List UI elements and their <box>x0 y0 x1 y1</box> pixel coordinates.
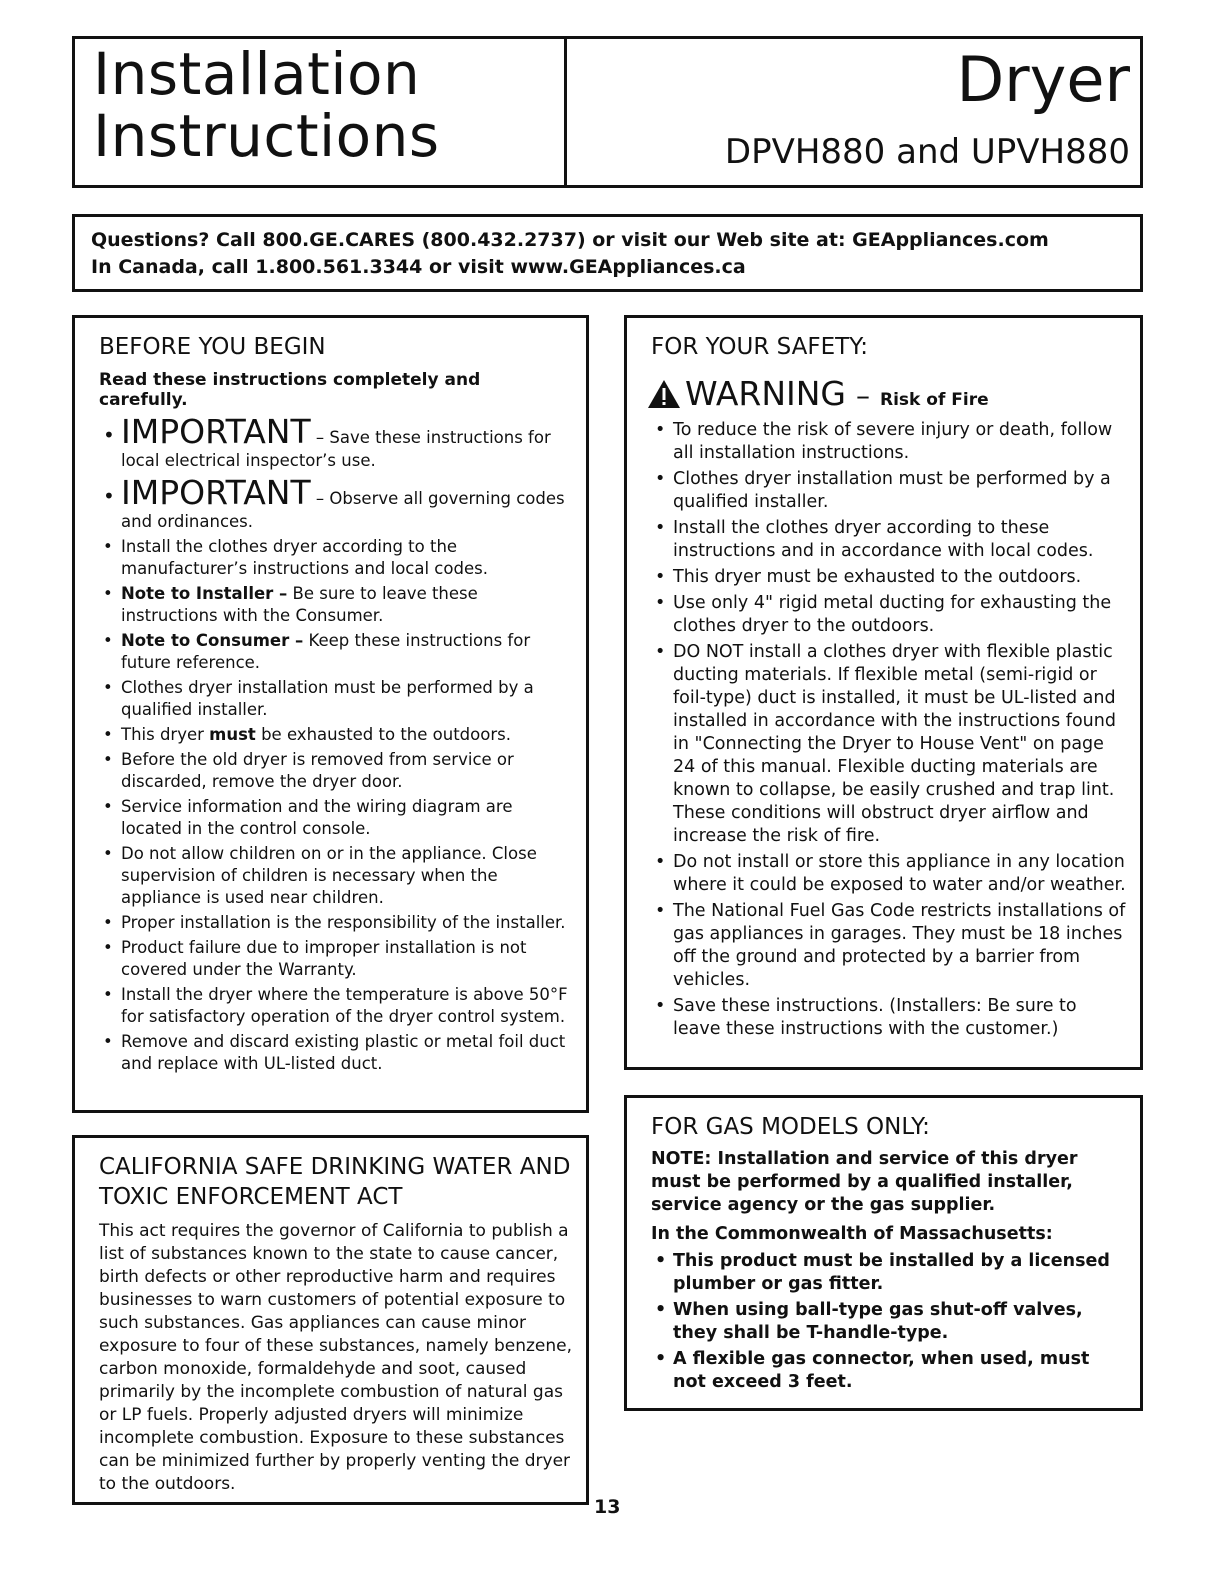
product-name: Dryer <box>956 43 1130 116</box>
contact-bar <box>72 214 1143 292</box>
page-number: 13 <box>594 1496 621 1518</box>
model-numbers: DPVH880 and UPVH880 <box>724 132 1130 172</box>
exhaust-text-b: be exhausted to the outdoors. <box>255 725 511 744</box>
list-item: • The National Fuel Gas Code restricts installations of gas appliances in garages. They must be 18 inches off the ground and protected by a barrier from vehicles. <box>651 900 1126 992</box>
list-item: • Remove and discard existing plastic or metal foil duct and replace with UL-listed duct. <box>99 1031 572 1075</box>
title-block <box>75 39 567 185</box>
list-item: • A flexible gas connector, when used, must not exceed 3 feet. <box>651 1348 1126 1394</box>
list-item: • When using ball-type gas shut-off valves, they shall be T-handle-type. <box>651 1299 1126 1345</box>
important-label: IMPORTANT <box>121 473 311 512</box>
california-heading: CALIFORNIA SAFE DRINKING WATER AND TOXIC ENFORCEMENT ACT <box>99 1154 571 1210</box>
list-item: • Product failure due to improper installation is not covered under the Warranty. <box>99 937 572 981</box>
warning-risk: Risk of Fire <box>880 390 989 410</box>
title-line1: Installation <box>93 40 421 108</box>
warning-dash: – <box>856 379 871 412</box>
list-item <box>99 475 572 533</box>
list-item: • Proper installation is the responsibility of the installer. <box>99 912 572 934</box>
list-item: • Do not install or store this appliance in any location where it could be exposed to water and/or weather. <box>651 851 1126 897</box>
before-lead: Read these instructions completely and carefully. <box>99 370 481 410</box>
note-installer-text: Be sure to leave these instructions with the Consumer. <box>121 584 478 625</box>
list-item: • Install the clothes dryer according to the manufacturer’s instructions and local codes. <box>99 536 572 580</box>
warning-banner <box>647 374 1126 413</box>
list-item: • This product must be installed by a licensed plumber or gas fitter. <box>651 1250 1126 1296</box>
list-item: • Before the old dryer is removed from service or discarded, remove the dryer door. <box>99 749 572 793</box>
list-item <box>99 414 572 472</box>
safety-heading: FOR YOUR SAFETY: <box>651 334 868 360</box>
list-item <box>99 583 572 627</box>
warning-triangle-icon <box>647 379 681 409</box>
exhaust-text-a: This dryer <box>121 725 210 744</box>
gas-list <box>651 1250 1126 1394</box>
before-list <box>99 414 572 1075</box>
exhaust-must: must <box>209 725 256 744</box>
safety-list <box>651 419 1126 1041</box>
list-item <box>99 724 572 746</box>
list-item: • Save these instructions. (Installers: Be sure to leave these instructions with the customer.) <box>651 995 1126 1041</box>
list-item: • Install the dryer where the temperature is above 50°F for satisfactory operation of the dryer control system. <box>99 984 572 1028</box>
document-header <box>72 36 1143 188</box>
massachusetts-heading: In the Commonwealth of Massachusetts: <box>651 1224 1053 1244</box>
product-block <box>567 39 1140 185</box>
gas-models-panel <box>624 1095 1143 1411</box>
note-installer-label: Note to Installer – <box>121 584 288 603</box>
list-item: • Use only 4" rigid metal ducting for exhausting the clothes dryer to the outdoors. <box>651 592 1126 638</box>
list-item: • Service information and the wiring diagram are located in the control console. <box>99 796 572 840</box>
note-consumer-text: Keep these instructions for future reference. <box>121 631 531 672</box>
list-item: • Clothes dryer installation must be performed by a qualified installer. <box>651 468 1126 514</box>
before-heading: BEFORE YOU BEGIN <box>99 334 326 360</box>
list-item: • Clothes dryer installation must be performed by a qualified installer. <box>99 677 572 721</box>
important-text: – Save these instructions for local electrical inspector’s use. <box>121 428 551 470</box>
title-line2: Instructions <box>93 102 440 170</box>
warning-title: WARNING <box>685 374 847 413</box>
list-item: • This dryer must be exhausted to the outdoors. <box>651 566 1126 589</box>
gas-note: NOTE: Installation and service of this dryer must be performed by a qualified installer, service agency or the gas supplier. <box>651 1149 1078 1215</box>
list-item: • Install the clothes dryer according to these instructions and in accordance with local codes. <box>651 517 1126 563</box>
list-item <box>99 630 572 674</box>
note-consumer-label: Note to Consumer – <box>121 631 304 650</box>
gas-heading: FOR GAS MODELS ONLY: <box>651 1114 930 1140</box>
contact-us-line: Questions? Call 800.GE.CARES (800.432.2737) or visit our Web site at: GEAppliances.com <box>91 229 1049 251</box>
list-item: • DO NOT install a clothes dryer with flexible plastic ducting materials. If flexible metal (semi-rigid or foil-type) duct is installed, it must be UL-listed and installed in accordance with the instructions found in "Connecting the Dryer to House Vent" on page 24 of this manual. Flexible ducting materials are known to collapse, be easily crushed and trap lint. These conditions will obstruct dryer airflow and increase the risk of fire. <box>651 641 1126 848</box>
important-label: IMPORTANT <box>121 412 311 451</box>
safety-panel <box>624 315 1143 1070</box>
california-body: This act requires the governor of California to publish a list of substances known to the state to cause cancer, birth defects or other reproductive harm and requires businesses to warn customers of potential exposure to such substances. Gas appliances can cause minor exposure to four of these substances, namely benzene, carbon monoxide, formaldehyde and soot, caused primarily by the incomplete combustion of natural gas or LP fuels. Properly adjusted dryers will minimize incomplete combustion. Exposure to these substances can be minimized further by properly venting the dryer to the outdoors. <box>99 1221 573 1494</box>
important-text: – Observe all governing codes and ordinances. <box>121 489 565 531</box>
list-item: • Do not allow children on or in the appliance. Close supervision of children is necessary when the appliance is used near children. <box>99 843 572 909</box>
california-act-panel <box>72 1135 589 1505</box>
before-you-begin-panel <box>72 315 589 1113</box>
list-item: • To reduce the risk of severe injury or death, follow all installation instructions. <box>651 419 1126 465</box>
contact-canada-line: In Canada, call 1.800.561.3344 or visit www.GEAppliances.ca <box>91 256 746 278</box>
